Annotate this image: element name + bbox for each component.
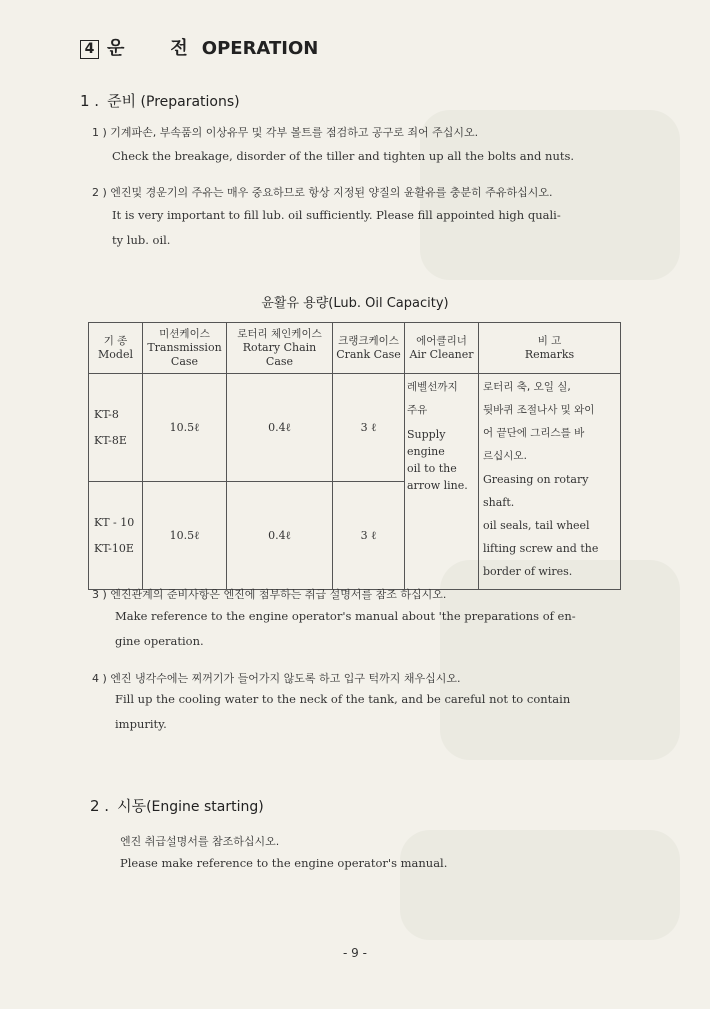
remarks-en-4: border of wires. <box>483 565 573 578</box>
remarks-en-2: oil seals, tail wheel <box>483 519 590 532</box>
row-1-model <box>89 374 143 482</box>
oil-capacity-table-title: 윤활유 용량(Lub. Oil Capacity) <box>261 296 449 311</box>
header-trans-en-1: Transmission <box>147 341 222 354</box>
row-2-rotary: 0.4ℓ <box>227 482 333 590</box>
item-2-en-line-1: It is very important to fill lub. oil sufficiently. Please fill appointed high quali- <box>112 208 561 222</box>
item-3-en-line-2: gine operation. <box>115 634 204 648</box>
section-2-body-en: Please make reference to the engine operator's manual. <box>120 856 448 870</box>
header-rotary-chain <box>227 323 333 374</box>
item-4-en-line-2: impurity. <box>115 717 167 731</box>
bleed-through-illustration <box>440 560 680 760</box>
section-1-title-en: (Preparations) <box>140 94 240 110</box>
header-transmission <box>143 323 227 374</box>
page-number: - 9 - <box>343 946 367 960</box>
table-row <box>89 374 621 482</box>
header-air-ko: 에어클리너 <box>416 335 467 347</box>
header-rotary-ko: 로터리 체인케이스 <box>237 328 322 340</box>
section-2-title-en: (Engine starting) <box>146 799 264 815</box>
item-1-en: Check the breakage, disorder of the tiller and tighten up all the bolts and nuts. <box>112 149 575 163</box>
header-rotary-en-1: Rotary Chain <box>242 341 317 354</box>
heading-number-box: 4 <box>80 40 99 59</box>
header-crank-en: Crank Case <box>336 348 401 361</box>
heading-en: OPERATION <box>201 38 319 59</box>
heading-ko-1: 운 <box>107 38 125 59</box>
header-model <box>89 323 143 374</box>
section-2-number: 2 . <box>90 797 110 815</box>
remarks-ko-4: 르십시오. <box>483 450 527 462</box>
header-crank-ko: 크랭크케이스 <box>338 335 399 347</box>
header-air-en: Air Cleaner <box>409 348 474 361</box>
bleed-through-illustration <box>400 830 680 940</box>
air-cleaner-en-3: arrow line. <box>407 479 468 492</box>
air-cleaner-en-1: Supply engine <box>407 428 446 458</box>
page-heading <box>80 34 318 60</box>
header-remarks-ko: 비 고 <box>537 335 562 347</box>
remarks-en-1: Greasing on rotary shaft. <box>483 473 589 509</box>
section-1-heading <box>80 90 240 111</box>
item-4-ko: 4 ) 엔진 냉각수에는 찌꺼기가 들어가지 않도록 하고 입구 턱까지 채우십시오. <box>92 672 461 685</box>
section-2-title-ko: 시동 <box>117 797 147 815</box>
row-2-model-2: KT-10E <box>94 541 134 555</box>
header-trans-en-2: Case <box>170 355 199 368</box>
remarks-ko-1: 로터리 축, 오일 실, <box>483 381 571 393</box>
remarks-en-3: lifting screw and the <box>483 542 599 555</box>
row-1-model-1: KT-8 <box>94 407 119 421</box>
header-model-ko: 기 종 <box>103 335 128 347</box>
heading-ko-2: 전 <box>170 38 188 59</box>
table-header-row <box>89 323 621 374</box>
air-cleaner-cell <box>405 374 479 590</box>
section-1-title-ko: 준비 <box>107 92 137 110</box>
air-cleaner-ko-2: 주유 <box>407 404 428 416</box>
item-4-en-line-1: Fill up the cooling water to the neck of the tank, and be careful not to contain <box>115 692 571 706</box>
item-3-ko: 3 ) 엔진관계의 준비사항은 엔진에 첨부하는 취급 설명서를 참조 하십시오. <box>92 588 447 601</box>
row-2-model <box>89 482 143 590</box>
header-crank-case <box>333 323 405 374</box>
row-1-transmission: 10.5ℓ <box>143 374 227 482</box>
section-2-body-ko: 엔진 취급설명서를 참조하십시오. <box>120 835 280 848</box>
remarks-cell <box>479 374 621 590</box>
header-air-cleaner <box>405 323 479 374</box>
row-1-crank: 3 ℓ <box>333 374 405 482</box>
remarks-ko-2: 뒷바퀴 조절나사 및 와이 <box>483 404 595 416</box>
item-2-en-line-2: ty lub. oil. <box>112 233 171 247</box>
header-remarks <box>479 323 621 374</box>
item-2-ko: 2 ) 엔진및 경운기의 주유는 매우 중요하므로 항상 지정된 양질의 윤활유를 충분히 주유하십시오. <box>92 186 553 199</box>
row-2-transmission: 10.5ℓ <box>143 482 227 590</box>
row-1-model-2: KT-8E <box>94 433 127 447</box>
oil-capacity-table <box>88 322 621 590</box>
row-2-crank: 3 ℓ <box>333 482 405 590</box>
air-cleaner-en-2: oil to the <box>407 462 457 475</box>
air-cleaner-ko-1: 레벨선까지 <box>407 381 458 393</box>
section-2-heading <box>90 795 264 816</box>
remarks-ko-3: 어 끝단에 그리스를 바 <box>483 427 585 439</box>
header-trans-ko: 미션케이스 <box>159 328 210 340</box>
header-remarks-en: Remarks <box>524 348 575 361</box>
header-rotary-en-2: Case <box>265 355 294 368</box>
section-1-number: 1 . <box>80 92 100 110</box>
item-1-ko: 1 ) 기계파손, 부속품의 이상유무 및 각부 볼트를 점검하고 공구로 죄어 주십시오. <box>92 126 479 139</box>
row-2-model-1: KT - 10 <box>94 515 135 529</box>
item-3-en-line-1: Make reference to the engine operator's manual about 'the preparations of en- <box>115 609 576 623</box>
row-1-rotary: 0.4ℓ <box>227 374 333 482</box>
header-model-en: Model <box>98 348 133 361</box>
